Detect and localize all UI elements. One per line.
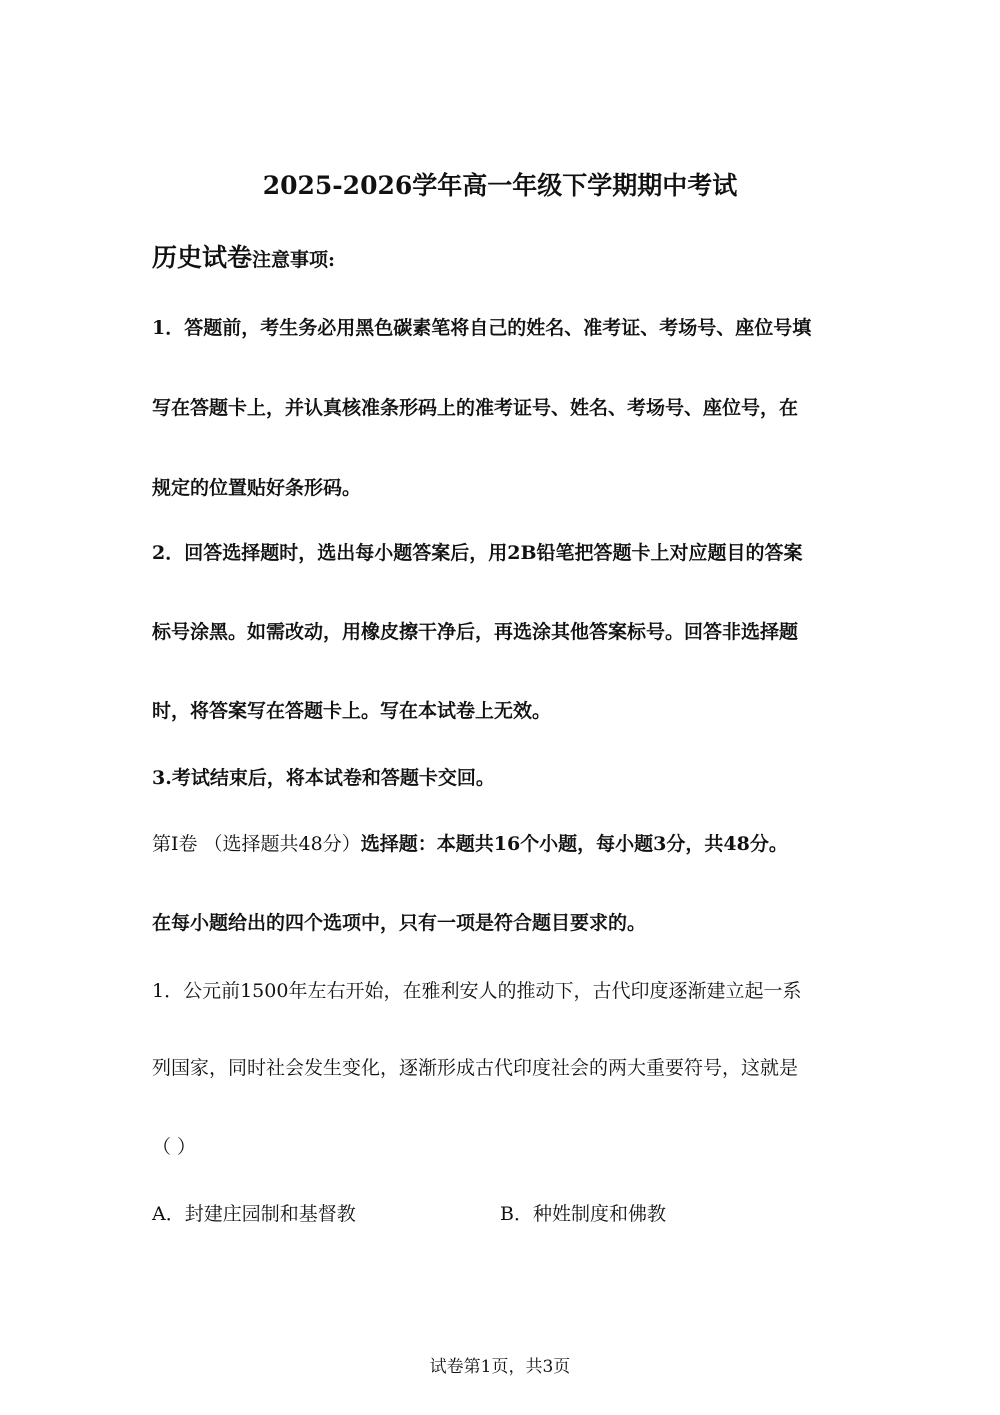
instruction-2-line-2: 标号涂黑。如需改动，用橡皮擦干净后，再选涂其他答案标号。回答非选择题 xyxy=(152,621,799,643)
section-heading: 选择题：本题共16个小题，每小题3分，共48分。 xyxy=(360,833,788,855)
subject-line xyxy=(152,240,860,278)
instruction-1-line-2: 写在答题卡上，并认真核准条形码上的准考证号、姓名、考场号、座位号，在 xyxy=(152,397,799,419)
page-footer: 试卷第1页，共3页 xyxy=(429,1357,571,1377)
subject-title: 历史试卷 xyxy=(152,243,253,272)
notice-heading: 注意事项: xyxy=(252,249,336,271)
instruction-1-line-1: 1．答题前，考生务必用黑色碳素笔将自己的姓名、准考证、考场号、座位号填 xyxy=(152,317,812,339)
option-a: A．封建庄园制和基督教 xyxy=(152,1203,356,1225)
instruction-1-line-3: 规定的位置贴好条形码。 xyxy=(152,477,362,499)
question-1-options xyxy=(152,1201,860,1227)
instruction-2-line-3: 时，将答案写在答题卡上。写在本试卷上无效。 xyxy=(152,700,552,722)
exam-title: 2025-2026学年高一年级下学期期中考试 xyxy=(262,171,738,200)
instruction-3: 3.考试结束后，将本试卷和答题卡交回。 xyxy=(152,767,495,789)
question-1-line-1: 1．公元前1500年左右开始，在雅利安人的推动下，古代印度逐渐建立起一系 xyxy=(152,980,802,1002)
question-1-line-2: 列国家，同时社会发生变化，逐渐形成古代印度社会的两大重要符号，这就是 xyxy=(152,1057,799,1079)
section-note: 在每小题给出的四个选项中，只有一项是符合题目要求的。 xyxy=(152,912,647,934)
part-label: 第I卷 （选择题共48分） xyxy=(152,833,361,855)
section-header xyxy=(152,831,860,857)
instruction-2-line-1: 2．回答选择题时，选出每小题答案后，用2B铅笔把答题卡上对应题目的答案 xyxy=(152,542,803,564)
option-b: B．种姓制度和佛教 xyxy=(500,1203,666,1225)
question-1-blank: （ ） xyxy=(152,1136,197,1158)
